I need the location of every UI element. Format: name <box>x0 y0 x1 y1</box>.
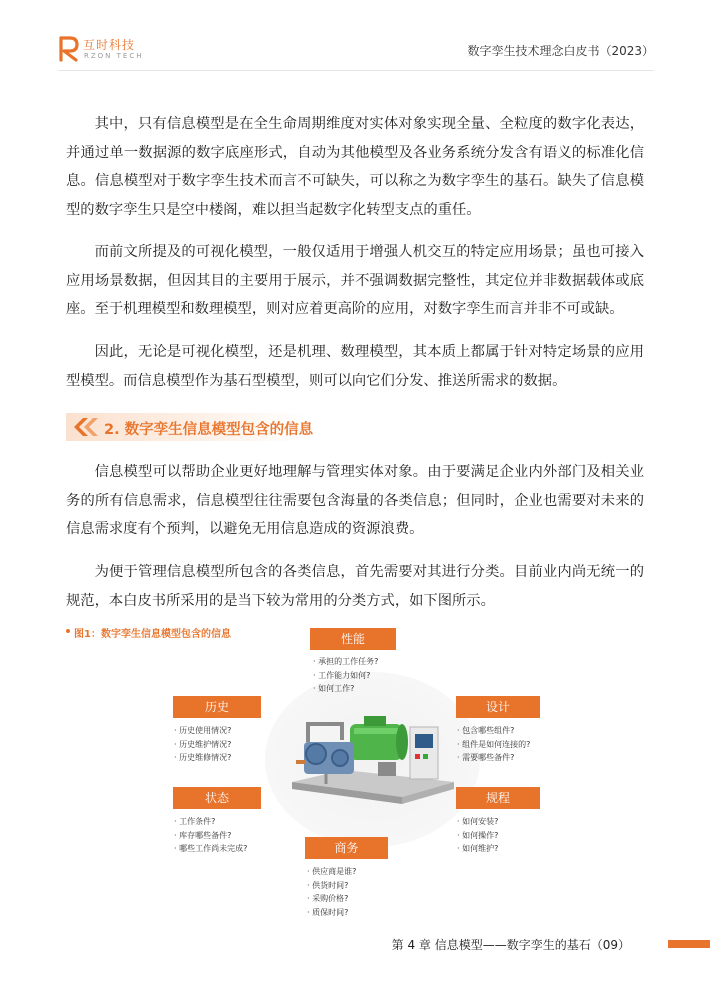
paragraph-5: 为便于管理信息模型所包含的各类信息，首先需要对其进行分类。目前业内尚无统一的规范，本白皮书所采用的是当下较为常用的分类方式，如下图所示。 <box>66 564 644 609</box>
footer-chapter-label: 第 4 章 信息模型——数字孪生的基石（09） <box>391 938 630 952</box>
paragraph-1: 其中，只有信息模型是在全生命周期维度对实体对象实现全量、全粒度的数字化表达，并通过单一数据源的数字底座形式，自动为其他模型及各业务系统分发含有语义的标准化信息。信息模型对于数字孪生技术而言不可缺失，可以称之为数字孪生的基石。缺失了信息模型的数字孪生只是空中楼阁，难以担当起数字化转型支点的重任。 <box>66 116 644 218</box>
list-item: · 如何工作? <box>313 682 378 696</box>
list-item: · 组件是如何连接的? <box>457 738 530 752</box>
list-item: · 工作条件? <box>174 815 247 829</box>
category-design: 设计 <box>456 696 540 718</box>
figure-caption: 图1：数字孪生信息模型包含的信息 <box>74 629 231 640</box>
footer-accent-bar <box>668 940 710 948</box>
design-items <box>457 724 530 765</box>
list-item: · 如何操作? <box>457 829 498 843</box>
business-items <box>307 865 356 919</box>
list-item: · 工作能力如何? <box>313 669 378 683</box>
compressor-machine-image <box>282 702 462 812</box>
category-rules: 规程 <box>456 787 540 809</box>
double-chevron-left-icon <box>70 416 100 438</box>
paragraph-2: 而前文所提及的可视化模型，一般仅适用于增强人机交互的特定应用场景；虽也可接入应用场景数据，但因其目的主要用于展示，并不强调数据完整性，其定位并非数据载体或底座。至于机理模型和数理模型，则对应着更高阶的应用，对数字孪生而言并非不可或缺。 <box>66 244 644 317</box>
category-business: 商务 <box>305 837 388 859</box>
list-item: · 哪些工作尚未完成? <box>174 842 247 856</box>
history-items <box>174 724 231 765</box>
performance-items <box>313 655 378 696</box>
status-items <box>174 815 247 856</box>
list-item: · 供应商是谁? <box>307 865 356 879</box>
list-item: · 质保时间? <box>307 906 356 920</box>
list-item: · 历史维护情况? <box>174 738 231 752</box>
caption-bullet <box>66 629 70 633</box>
logo-icon <box>58 36 80 62</box>
list-item: · 如何安装? <box>457 815 498 829</box>
rules-items <box>457 815 498 856</box>
logo-text: 互时科技 <box>83 38 136 52</box>
list-item: · 需要哪些备件? <box>457 751 530 765</box>
list-item: · 历史使用情况? <box>174 724 231 738</box>
document-title: 数字孪生技术理念白皮书（2023） <box>467 44 654 58</box>
list-item: · 包含哪些组件? <box>457 724 530 738</box>
list-item: · 采购价格? <box>307 892 356 906</box>
category-performance: 性能 <box>310 628 396 650</box>
list-item: · 如何维护? <box>457 842 498 856</box>
list-item: · 供货时间? <box>307 879 356 893</box>
paragraph-4: 信息模型可以帮助企业更好地理解与管理实体对象。由于要满足企业内外部门及相关业务的所有信息需求，信息模型往往需要包含海量的各类信息；但同时，企业也需要对未来的信息需求度有个预判，以避免无用信息造成的资源浪费。 <box>66 464 644 537</box>
section-heading <box>66 413 644 441</box>
category-status: 状态 <box>173 787 261 809</box>
list-item: · 历史维修情况? <box>174 751 231 765</box>
list-item: · 库存哪些备件? <box>174 829 247 843</box>
section-title: 2. 数字孪生信息模型包含的信息 <box>104 422 314 438</box>
category-history: 历史 <box>173 696 261 718</box>
logo-subtext: RZON TECH <box>84 52 144 60</box>
header-divider <box>58 70 654 71</box>
paragraph-3: 因此，无论是可视化模型，还是机理、数理模型，其本质上都属于针对特定场景的应用型模型。而信息模型作为基石型模型，则可以向它们分发、推送所需求的数据。 <box>66 344 644 389</box>
list-item: · 承担的工作任务? <box>313 655 378 669</box>
